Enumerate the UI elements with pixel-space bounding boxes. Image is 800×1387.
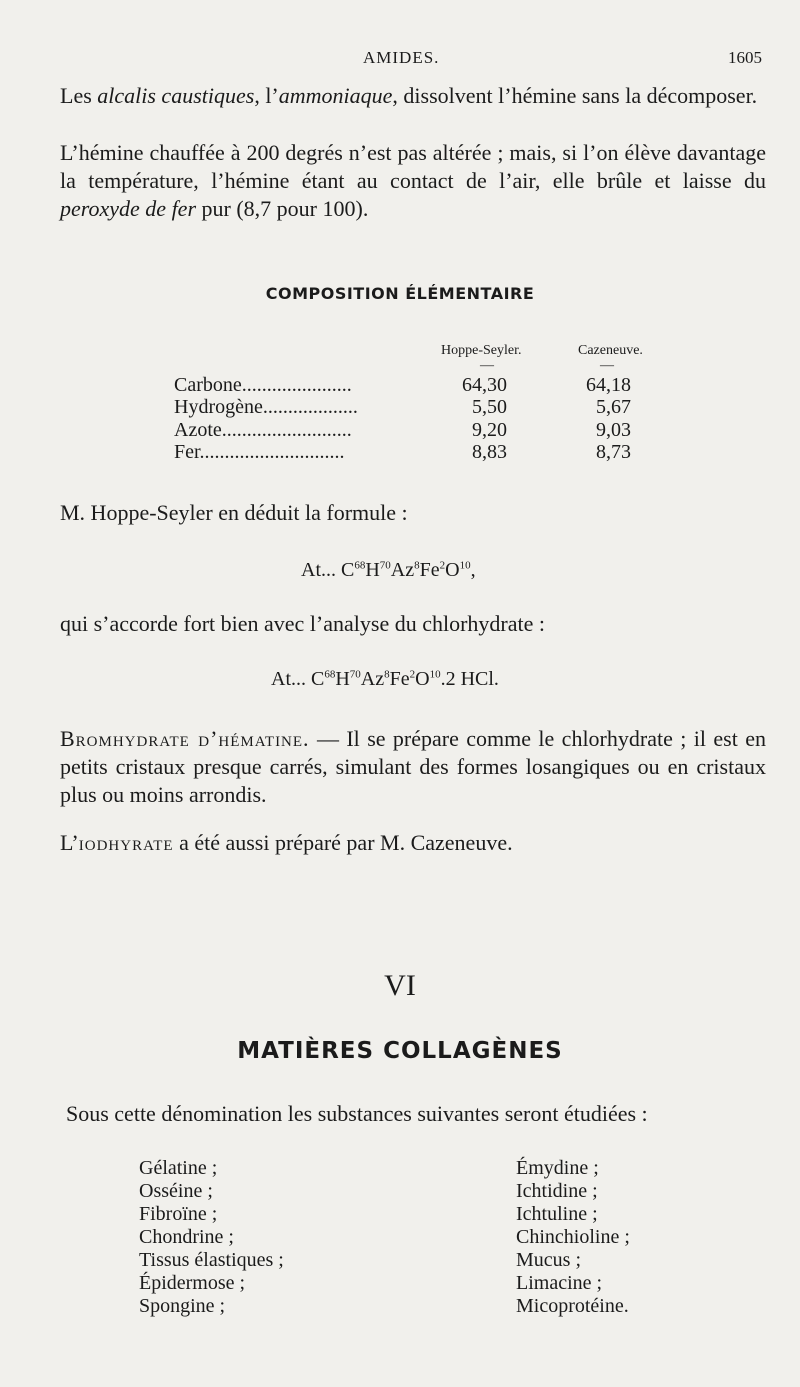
- subscript: 10: [429, 668, 441, 681]
- italic-term: alcalis caustiques: [97, 83, 255, 108]
- formula-text: Fe: [419, 559, 440, 581]
- column-dash: —: [480, 358, 494, 373]
- subscript: 68: [324, 668, 336, 681]
- list-item: Chondrine ;: [139, 1226, 234, 1248]
- formula-hemine: [301, 559, 476, 582]
- formula-text: Fe: [389, 668, 410, 690]
- formula-chlorhydrate: [271, 668, 499, 691]
- value-hoppe: 5,50: [472, 396, 507, 418]
- formula-text: At... C: [271, 668, 325, 690]
- subscript: 2: [439, 559, 446, 572]
- subscript: 8: [384, 668, 390, 681]
- value-cazeneuve: 9,03: [596, 419, 631, 441]
- text: pur (8,7 pour 100).: [196, 196, 369, 221]
- list-item: Ichtuline ;: [516, 1203, 598, 1225]
- subscript: 10: [459, 559, 471, 572]
- formula-text: O: [445, 559, 460, 581]
- text: Les: [60, 83, 98, 108]
- row-label-azote: Azote..........................: [174, 419, 352, 441]
- list-item: Limacine ;: [516, 1272, 603, 1294]
- formula-text: ,: [470, 559, 476, 581]
- list-item: Osséine ;: [139, 1180, 213, 1202]
- list-intro: Sous cette dénomination les substances suivantes seront étudiées :: [66, 1101, 648, 1126]
- paragraph-formule: M. Hoppe-Seyler en déduit la formule :: [60, 500, 408, 525]
- list-item: Spongine ;: [139, 1295, 226, 1317]
- text: — Il se prépare comme le chlorhydrate ; il est en petits cristaux presque carrés, simulant des formes losangiques ou en cristaux plus ou moins arrondis.: [60, 726, 766, 807]
- list-item: Mucus ;: [516, 1249, 581, 1271]
- text: L’hémine chauffée à 200 degrés n’est pas altérée ; mais, si l’on élève davantage la température, l’hémine étant au contact de l’air, elle brûle et laisse du: [60, 140, 766, 193]
- section-term: Bromhydrate d’hématine.: [60, 726, 310, 751]
- subscript: 8: [414, 559, 420, 572]
- running-header: AMIDES.: [363, 48, 440, 67]
- list-item: Micoprotéine.: [516, 1295, 629, 1317]
- paragraph-iodhyrate: [60, 830, 513, 856]
- text: , dissolvent l’hémine sans la décomposer.: [392, 83, 758, 108]
- column-header-hoppe: Hoppe-Seyler.: [441, 343, 522, 358]
- value-cazeneuve: 64,18: [586, 374, 631, 396]
- formula-text: .2 HCl.: [440, 668, 499, 690]
- list-item: Tissus élastiques ;: [139, 1249, 284, 1271]
- formula-text: At... C: [301, 559, 355, 581]
- paragraph-chauffee: [60, 139, 766, 223]
- value-hoppe: 9,20: [472, 419, 507, 441]
- list-item: Gélatine ;: [139, 1157, 218, 1179]
- paragraph-chlorhydrate: qui s’accorde fort bien avec l’analyse du chlorhydrate :: [60, 611, 546, 636]
- list-item: Ichtidine ;: [516, 1180, 598, 1202]
- list-item: Épidermose ;: [139, 1272, 246, 1294]
- text: , l’: [254, 83, 279, 108]
- subscript: 70: [349, 668, 361, 681]
- formula-text: O: [415, 668, 430, 690]
- list-item: Fibroïne ;: [139, 1203, 218, 1225]
- row-label-carbone: Carbone......................: [174, 374, 352, 396]
- formula-text: Az: [360, 668, 385, 690]
- value-cazeneuve: 8,73: [596, 441, 631, 463]
- paragraph-bromhydrate: [60, 725, 766, 809]
- text: L’: [60, 830, 79, 855]
- list-item: Émydine ;: [516, 1157, 599, 1179]
- formula-text: H: [335, 668, 350, 690]
- text: a été aussi préparé par M. Cazeneuve.: [173, 830, 513, 855]
- section-title: MATIÈRES COLLAGÈNES: [237, 1038, 563, 1064]
- section-number: VI: [384, 969, 416, 1002]
- formula-text: Az: [390, 559, 415, 581]
- italic-term: ammoniaque: [278, 83, 393, 108]
- substance-list-right: [516, 1157, 630, 1318]
- row-label-hydrogene: Hydrogène...................: [174, 396, 358, 418]
- subscript: 2: [409, 668, 416, 681]
- column-dash: —: [600, 358, 614, 373]
- subscript: 70: [379, 559, 391, 572]
- composition-title: COMPOSITION ÉLÉMENTAIRE: [265, 284, 535, 303]
- italic-term: peroxyde de fer: [60, 196, 197, 221]
- column-header-cazeneuve: Cazeneuve.: [578, 343, 643, 358]
- substance-list-left: [139, 1157, 284, 1318]
- subscript: 68: [354, 559, 366, 572]
- list-item: Chinchioline ;: [516, 1226, 630, 1248]
- value-hoppe: 8,83: [472, 441, 507, 463]
- page-number: 1605: [728, 48, 762, 67]
- formula-text: H: [365, 559, 380, 581]
- row-label-fer: Fer.............................: [174, 441, 345, 463]
- paragraph-alcalis: [60, 82, 766, 110]
- section-term: iodhyrate: [78, 830, 174, 855]
- value-hoppe: 64,30: [462, 374, 507, 396]
- value-cazeneuve: 5,67: [596, 396, 631, 418]
